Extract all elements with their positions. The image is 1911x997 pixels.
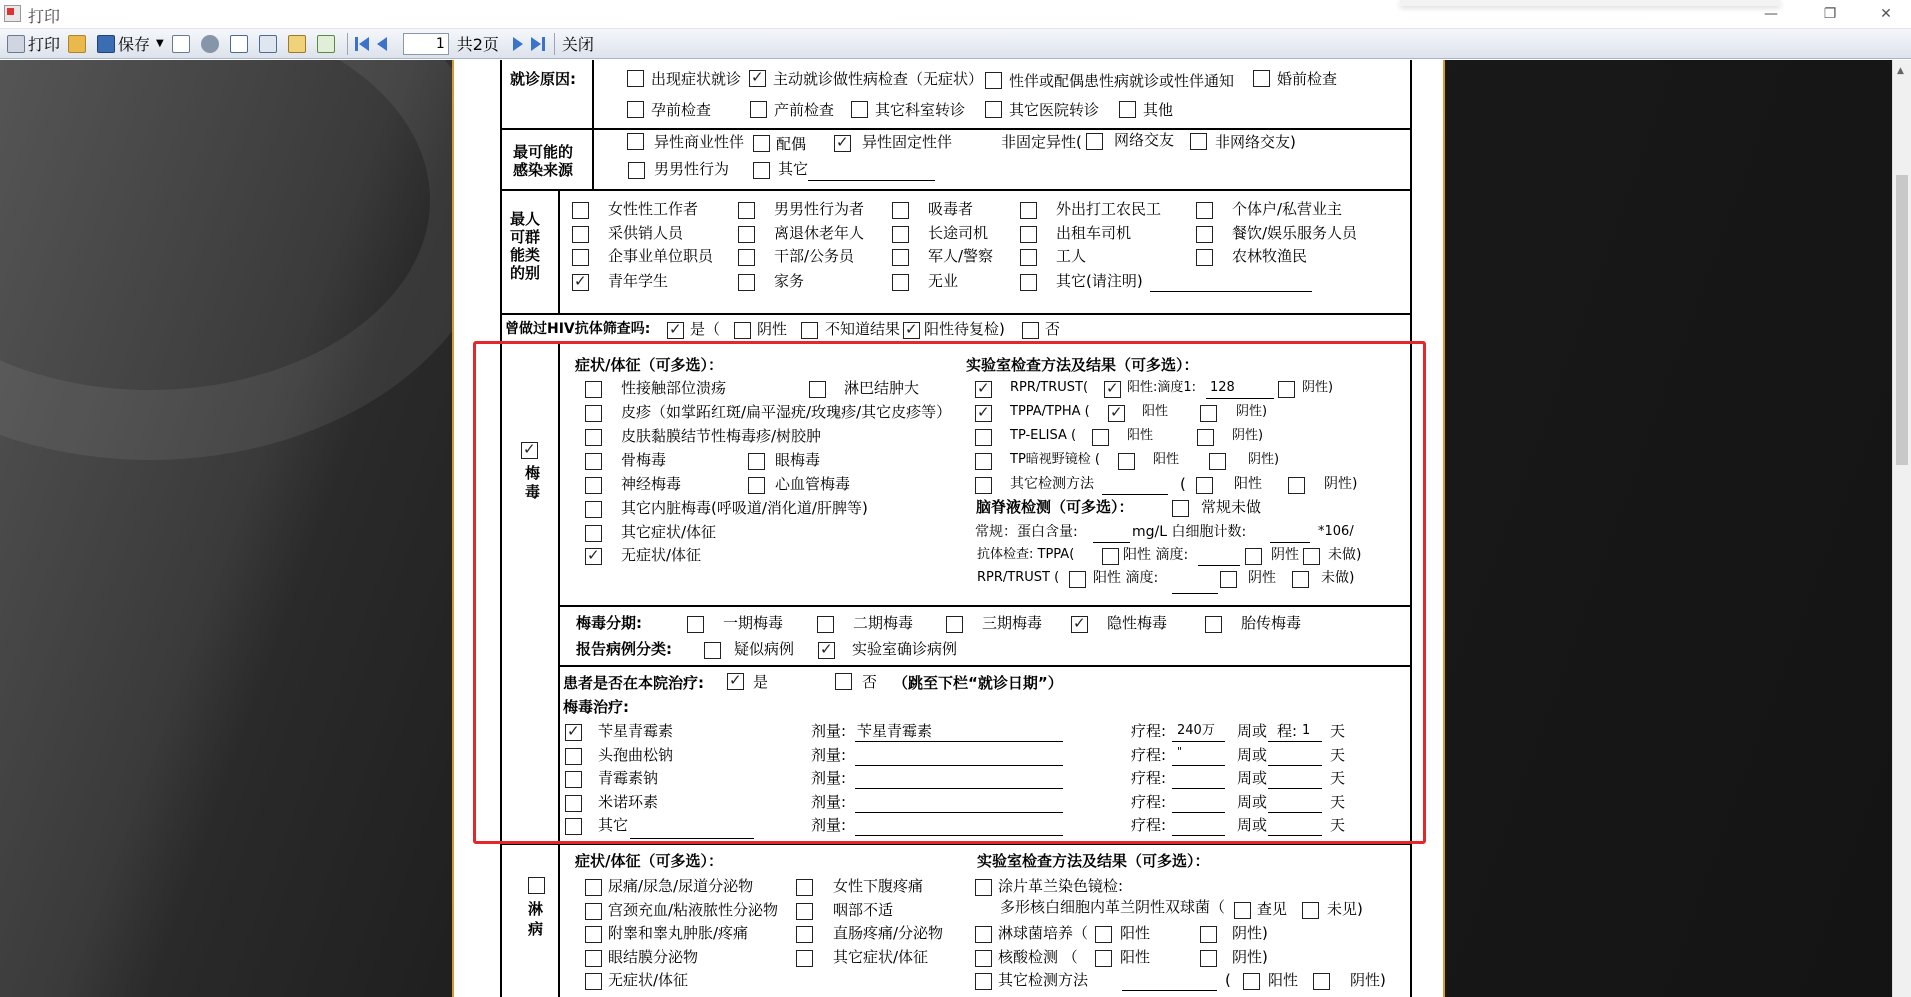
open-button[interactable]: [65, 31, 92, 57]
csf-label: 未做): [1321, 570, 1355, 586]
reason-option-label: 主动就诊做性病检查（无症状）: [773, 70, 984, 88]
gono-lab-label: 阳性: [1268, 971, 1299, 989]
lab-label: 阳性: [1153, 452, 1180, 467]
crowd-option-label: 采供销人员: [608, 224, 684, 242]
gono-symptom-checkbox[interactable]: [796, 926, 813, 943]
crowd-label: 的别: [510, 264, 541, 282]
crowd-checkbox[interactable]: [572, 202, 589, 219]
printer-icon: [7, 35, 25, 53]
page-number-input[interactable]: [403, 33, 449, 55]
window-titlebar: [0, 0, 1911, 29]
source-option-label: 网络交友: [1114, 131, 1175, 149]
popup-shadow: [1400, 0, 1780, 6]
crowd-checkbox[interactable]: [738, 274, 755, 291]
crowd-option-label: 其它(请注明): [1056, 272, 1143, 290]
day-label: 天: [1330, 746, 1346, 764]
csf-label: 常规：蛋白含量:: [975, 524, 1078, 540]
stage-option: 三期梅毒: [982, 614, 1043, 632]
crowd-checkbox[interactable]: [1196, 249, 1213, 266]
hiv-option-label: 是（: [690, 320, 721, 338]
symptom-header: 症状/体征（可多选）：: [575, 356, 723, 374]
reason-checkbox[interactable]: [627, 101, 644, 118]
crowd-option-label: 军人/警察: [928, 247, 994, 265]
source-option-label: 非网络交友): [1215, 133, 1296, 151]
reason-checkbox[interactable]: [1253, 70, 1270, 87]
hiv-checkbox[interactable]: [1022, 322, 1039, 339]
csf-label: *106/: [1318, 524, 1354, 539]
print-label: 打印: [28, 35, 61, 54]
page-total: 共2页: [456, 35, 499, 54]
source-checkbox[interactable]: [628, 162, 645, 179]
reason-checkbox[interactable]: [985, 72, 1002, 89]
print-button[interactable]: [4, 31, 63, 57]
week-label: 周或: [1237, 793, 1268, 811]
row-divider: [500, 313, 1412, 315]
week-label: 程:: [1277, 722, 1298, 740]
source-option-label: 配偶: [776, 135, 807, 153]
day-label: 天: [1330, 816, 1346, 834]
crowd-checkbox[interactable]: [738, 226, 755, 243]
course-label: 疗程:: [1131, 793, 1167, 811]
syphilis-label: 毒: [525, 483, 541, 501]
crowd-checkbox[interactable]: [1020, 274, 1037, 291]
stage-option: 二期梅毒: [853, 614, 914, 632]
reason-checkbox[interactable]: [985, 101, 1002, 118]
treat-no-label: 否: [862, 673, 878, 691]
prev-page-button[interactable]: [374, 31, 390, 57]
source-option-label: 异性固定性伴: [862, 133, 953, 151]
gono-lab-label: 淋球菌培养（: [998, 924, 1089, 942]
source-option-label: 其它: [778, 160, 809, 178]
reason-option-label: 其它科室转诊: [875, 101, 966, 119]
crowd-checkbox[interactable]: [1196, 226, 1213, 243]
week-label: 周或: [1237, 769, 1268, 787]
stage-option: 隐性梅毒: [1107, 614, 1168, 632]
vertical-scrollbar[interactable]: [1892, 60, 1911, 997]
gono-symptom-label: 其它症状/体征: [833, 948, 929, 966]
lab-label: 阳性: [1142, 404, 1169, 419]
crowd-option-label: 农林牧渔民: [1232, 247, 1308, 265]
gono-symptom-label: 直肠疼痛/分泌物: [833, 924, 944, 942]
lab-label: 阳性:滴度1:: [1127, 380, 1197, 395]
report-label: 报告病例分类:: [576, 640, 672, 658]
crowd-checkbox[interactable]: [1020, 202, 1037, 219]
source-label: 感染来源: [513, 161, 574, 179]
gono-symptom-label: 尿痛/尿急/尿道分泌物: [608, 877, 754, 895]
symptom-label: 性接触部位溃疡: [621, 379, 727, 397]
gono-lab-checkbox[interactable]: [975, 973, 992, 990]
source-checkbox[interactable]: [1086, 133, 1103, 150]
close-window-button[interactable]: ✕: [1880, 6, 1892, 22]
layout-icon: [230, 35, 248, 53]
gono-lab-label: 查见: [1257, 900, 1288, 918]
gono-symptom-checkbox[interactable]: [585, 879, 602, 896]
layout-button[interactable]: [227, 31, 254, 57]
csf-label: 阳性 滴度:: [1093, 570, 1159, 586]
gono-lab-label: 其它检测方法: [998, 971, 1089, 989]
course-label: 疗程:: [1131, 769, 1167, 787]
symptom-label: 无症状/体征: [621, 546, 702, 564]
gono-symptom-label: 无症状/体征: [608, 971, 689, 989]
hiv-option-label: 阳性待复检): [924, 320, 1005, 338]
symptom-label: 眼梅毒: [775, 451, 821, 469]
csf-label: 未做): [1328, 547, 1362, 563]
gono-symptom-label: 眼结膜分泌物: [608, 948, 699, 966]
lab-label: 阴性): [1324, 476, 1358, 492]
dropdown-arrow-icon[interactable]: ▼: [156, 38, 164, 49]
lab-label: 其它检测方法: [1010, 476, 1094, 492]
course-mark: ": [1177, 745, 1183, 758]
drug-label: 苄星青霉素: [598, 722, 674, 740]
gono-symptom-checkbox[interactable]: [585, 973, 602, 990]
stage-label: 梅毒分期:: [576, 614, 642, 632]
lab-label: 阳性: [1234, 476, 1262, 492]
gono-symptom-checkbox[interactable]: [585, 926, 602, 943]
last-page-icon: [531, 37, 545, 51]
minimize-button[interactable]: —: [1764, 6, 1778, 22]
crowd-option-label: 吸毒者: [928, 200, 974, 218]
edit-button[interactable]: [285, 31, 312, 57]
gono-lab-checkbox[interactable]: [975, 879, 992, 896]
csf-label: mg/L 白细胞计数:: [1132, 524, 1247, 540]
reason-option-label: 性伴或配偶患性病就诊或性伴通知: [1009, 72, 1235, 90]
gono-symptom-checkbox[interactable]: [796, 950, 813, 967]
source-checkbox[interactable]: [753, 135, 770, 152]
lab-label: (: [1180, 475, 1186, 493]
csf-header: 脑脊液检测（可多选）：: [976, 498, 1134, 516]
lab-label: TP-ELISA (: [1010, 428, 1077, 443]
crowd-checkbox[interactable]: [892, 249, 909, 266]
gono-lab-label: 阴性): [1232, 924, 1268, 942]
reason-checkbox[interactable]: [1119, 101, 1136, 118]
crowd-checkbox[interactable]: [738, 249, 755, 266]
dose-label: 剂量:: [811, 722, 847, 740]
zoom-icon: [259, 35, 277, 53]
week-label: 周或: [1237, 816, 1268, 834]
reason-checkbox[interactable]: [749, 70, 766, 87]
lab-label: 阴性): [1236, 404, 1268, 419]
course-value: 240万: [1177, 723, 1215, 738]
lab-label: 阴性): [1248, 452, 1280, 467]
symptom-label: 皮疹（如掌跖红斑/扁平湿疣/玫瑰疹/其它皮疹等）: [621, 403, 952, 421]
crowd-option-label: 个体户/私营业主: [1232, 200, 1343, 218]
gono-lab-label: (: [1225, 971, 1231, 989]
reason-option-label: 婚前检查: [1277, 70, 1338, 88]
gono-lab-checkbox[interactable]: [1313, 973, 1330, 990]
report-option: 疑似病例: [734, 640, 795, 658]
gono-lab-label: 阳性: [1120, 948, 1151, 966]
save-label: 保存: [118, 35, 151, 54]
course-label: 疗程:: [1131, 816, 1167, 834]
source-label: 最可能的: [513, 143, 574, 161]
page-icon: [317, 35, 335, 53]
csf-label: 阴性: [1271, 547, 1299, 563]
app-icon: [4, 5, 21, 22]
toolbar-separator: [554, 33, 555, 55]
gono-symptom-checkbox[interactable]: [796, 879, 813, 896]
crowd-option-label: 长途司机: [928, 224, 989, 242]
symptom-label: 其它症状/体征: [621, 523, 717, 541]
symptom-label: 其它内脏梅毒(呼吸道/消化道/肝脾等): [621, 499, 868, 517]
folder-icon: [68, 35, 86, 53]
close-button[interactable]: 关闭: [561, 35, 594, 54]
hiv-checkbox[interactable]: [801, 322, 818, 339]
crowd-option-label: 干部/公务员: [774, 247, 855, 265]
symptom-label: 神经梅毒: [621, 475, 682, 493]
gono-lab-checkbox[interactable]: [1095, 926, 1112, 943]
dose-label: 剂量:: [811, 816, 847, 834]
lab-label: 阳性: [1127, 428, 1154, 443]
crowd-option-label: 无业: [928, 272, 959, 290]
symptom-label: 心血管梅毒: [775, 475, 851, 493]
crowd-checkbox[interactable]: [892, 274, 909, 291]
reason-option-label: 其他: [1143, 101, 1174, 119]
gono-lab-checkbox[interactable]: [1095, 950, 1112, 967]
csf-label: 阳性 滴度:: [1123, 547, 1189, 563]
crowd-option-label: 餐饮/娱乐服务人员: [1232, 224, 1358, 242]
last-page-button[interactable]: [528, 31, 548, 57]
treat-note: （跳至下栏“就诊日期”）: [893, 674, 1063, 692]
gono-lab-checkbox[interactable]: [1234, 902, 1251, 919]
lab-header: 实验室检查方法及结果（可多选）：: [966, 356, 1199, 374]
gono-symptom-checkbox[interactable]: [585, 950, 602, 967]
treat-question: 患者是否在本院治疗:: [563, 674, 704, 692]
hiv-checkbox[interactable]: [734, 322, 751, 339]
reason-option-label: 孕前检查: [651, 101, 712, 119]
save-button[interactable]: [94, 31, 167, 57]
binoculars-icon: [201, 35, 219, 53]
reason-checkbox[interactable]: [627, 70, 644, 87]
dose-label: 剂量:: [811, 746, 847, 764]
drug-label: 米诺环素: [598, 793, 659, 811]
gono-lab-checkbox[interactable]: [1200, 950, 1217, 967]
row-divider: [500, 189, 1412, 191]
gonorrhea-checkbox[interactable]: [528, 877, 545, 894]
gono-symptom-checkbox[interactable]: [585, 903, 602, 920]
course-label: 疗程:: [1131, 722, 1167, 740]
source-checkbox[interactable]: [834, 135, 851, 152]
reason-option-label: 产前检查: [774, 101, 835, 119]
dose-label: 剂量:: [811, 769, 847, 787]
csf-label: 阴性: [1248, 570, 1276, 586]
maximize-button[interactable]: ❐: [1823, 6, 1837, 22]
stage-option: 一期梅毒: [723, 614, 784, 632]
source-option-label: 男男性行为: [654, 160, 730, 178]
reason-option-label: 出现症状就诊: [651, 70, 742, 88]
gono-lab-label: 多形核白细胞内革兰阴性双球菌（: [1000, 898, 1226, 916]
prev-icon: [377, 37, 387, 51]
print-toolbar: [0, 29, 1911, 59]
lab-label: RPR/TRUST(: [1010, 380, 1089, 395]
reason-label: 就诊原因:: [510, 70, 576, 88]
crowd-label: 可群: [510, 228, 541, 246]
day-label: 天: [1330, 722, 1346, 740]
hiv-checkbox[interactable]: [903, 322, 920, 339]
gono-lab-label: 阴性): [1232, 948, 1268, 966]
csf-label: 抗体检查: TPPA(: [977, 547, 1075, 562]
lab-label: TP暗视野镜检 (: [1010, 452, 1100, 467]
crowd-checkbox[interactable]: [1020, 226, 1037, 243]
gono-lab-label: 涂片革兰染色镜检:: [998, 877, 1124, 895]
hiv-option-label: 不知道结果: [825, 320, 901, 338]
pencil-icon: [288, 35, 306, 53]
report-option: 实验室确诊病例: [852, 640, 958, 658]
gono-lab-checkbox[interactable]: [1302, 902, 1319, 919]
crowd-option-label: 企事业单位职员: [608, 247, 714, 265]
crowd-option-label: 家务: [774, 272, 805, 290]
source-option-label: 非固定异性(: [1001, 133, 1082, 151]
csf-label: 常规未做: [1201, 498, 1262, 516]
next-page-button[interactable]: [510, 31, 526, 57]
reason-checkbox[interactable]: [851, 101, 868, 118]
crowd-option-label: 青年学生: [608, 272, 669, 290]
toolbar-separator: [347, 33, 348, 55]
source-checkbox[interactable]: [1190, 133, 1207, 150]
hiv-label: 曾做过HIV抗体筛查吗:: [505, 321, 651, 337]
week-label: 周或: [1237, 722, 1268, 740]
fill-blank-line: [1150, 291, 1312, 292]
treat-yes-label: 是: [753, 673, 769, 691]
symptom-label: 骨梅毒: [621, 451, 667, 469]
titer-value: 128: [1210, 380, 1235, 395]
scroll-up-icon[interactable]: ▲: [1897, 66, 1904, 76]
scrollbar-thumb[interactable]: [1896, 175, 1908, 465]
gonorrhea-label: 淋: [528, 900, 544, 918]
crowd-option-label: 工人: [1056, 247, 1087, 265]
first-page-icon: [355, 37, 369, 51]
crowd-checkbox[interactable]: [572, 226, 589, 243]
highlight-box: [473, 341, 1426, 844]
gono-symptom-label: 咽部不适: [833, 901, 894, 919]
stage-option: 胎传梅毒: [1241, 614, 1302, 632]
crowd-label: 能类: [510, 246, 541, 264]
crowd-option-label: 外出打工农民工: [1056, 200, 1162, 218]
lab-label: 阴性): [1302, 380, 1334, 395]
csf-label: RPR/TRUST (: [977, 570, 1060, 585]
treat-label: 梅毒治疗:: [563, 698, 629, 716]
lab-label: 阴性): [1232, 428, 1264, 443]
fill-blank-line: [808, 180, 935, 181]
find-button[interactable]: [198, 31, 225, 57]
source-checkbox[interactable]: [627, 133, 644, 150]
hiv-option-label: 阴性: [757, 320, 788, 338]
symptom-label: 淋巴结肿大: [844, 379, 920, 397]
symptom-label: 皮肤黏膜结节性梅毒疹/树胶肿: [621, 427, 822, 445]
gono-lab-checkbox[interactable]: [975, 950, 992, 967]
dose-label: 剂量:: [811, 793, 847, 811]
crowd-checkbox[interactable]: [1020, 249, 1037, 266]
lab-label: TPPA/TPHA (: [1010, 404, 1090, 419]
dose-value: 苄星青霉素: [857, 722, 933, 740]
source-checkbox[interactable]: [753, 162, 770, 179]
week-label: 周或: [1237, 746, 1268, 764]
gono-symptom-label: 女性下腹疼痛: [833, 877, 924, 895]
gono-symptom-label: 附睾和睾丸肿胀/疼痛: [608, 924, 749, 942]
next-icon: [513, 37, 523, 51]
window-title: 打印: [28, 7, 61, 26]
first-page-button[interactable]: [352, 31, 372, 57]
drug-label: 其它: [598, 816, 629, 834]
gonorrhea-label: 病: [528, 920, 544, 938]
gono-lab-checkbox[interactable]: [975, 926, 992, 943]
crowd-option-label: 出租车司机: [1056, 224, 1132, 242]
gono-symptom-header: 症状/体征（可多选）：: [575, 852, 723, 870]
crowd-checkbox[interactable]: [892, 226, 909, 243]
floppy-icon: [97, 35, 115, 53]
gono-lab-label: 阴性): [1350, 971, 1386, 989]
col-divider: [558, 189, 560, 313]
crowd-checkbox[interactable]: [572, 274, 589, 291]
hiv-option-label: 否: [1045, 320, 1061, 338]
source-option-label: 异性商业性伴: [654, 133, 745, 151]
gono-symptom-checkbox[interactable]: [796, 903, 813, 920]
page-setup-button[interactable]: [314, 31, 341, 57]
crowd-option-label: 女性性工作者: [608, 200, 699, 218]
row-divider: [500, 128, 1412, 130]
crowd-checkbox[interactable]: [892, 202, 909, 219]
crowd-checkbox[interactable]: [738, 202, 755, 219]
gono-lab-label: 阳性: [1120, 924, 1151, 942]
gono-lab-label: 核酸检测 （: [998, 948, 1078, 966]
gono-lab-checkbox[interactable]: [1243, 973, 1260, 990]
fill-blank-line: [1122, 990, 1217, 991]
day-label: 天: [1330, 769, 1346, 787]
background-decoration: [0, 60, 500, 460]
crowd-option-label: 男男性行为者: [774, 200, 865, 218]
email-button[interactable]: [169, 31, 196, 57]
gono-lab-label: 未见): [1327, 900, 1363, 918]
drug-label: 头孢曲松钠: [598, 746, 674, 764]
hiv-checkbox[interactable]: [667, 322, 684, 339]
drug-label: 青霉素钠: [598, 769, 659, 787]
course-label: 疗程:: [1131, 746, 1167, 764]
reason-option-label: 其它医院转诊: [1009, 101, 1100, 119]
col-divider: [592, 60, 594, 189]
envelope-icon: [172, 35, 190, 53]
gono-lab-checkbox[interactable]: [1200, 926, 1217, 943]
syphilis-label: 梅: [525, 464, 541, 482]
crowd-label: 最人: [510, 210, 541, 228]
crowd-checkbox[interactable]: [572, 249, 589, 266]
gono-symptom-label: 宫颈充血/粘液脓性分泌物: [608, 901, 779, 919]
reason-checkbox[interactable]: [750, 101, 767, 118]
day-label: 天: [1330, 793, 1346, 811]
zoom-button[interactable]: [256, 31, 283, 57]
gono-lab-header: 实验室检查方法及结果（可多选）：: [977, 852, 1210, 870]
week-value: 1: [1302, 723, 1311, 738]
crowd-checkbox[interactable]: [1196, 202, 1213, 219]
crowd-option-label: 离退休老年人: [774, 224, 865, 242]
